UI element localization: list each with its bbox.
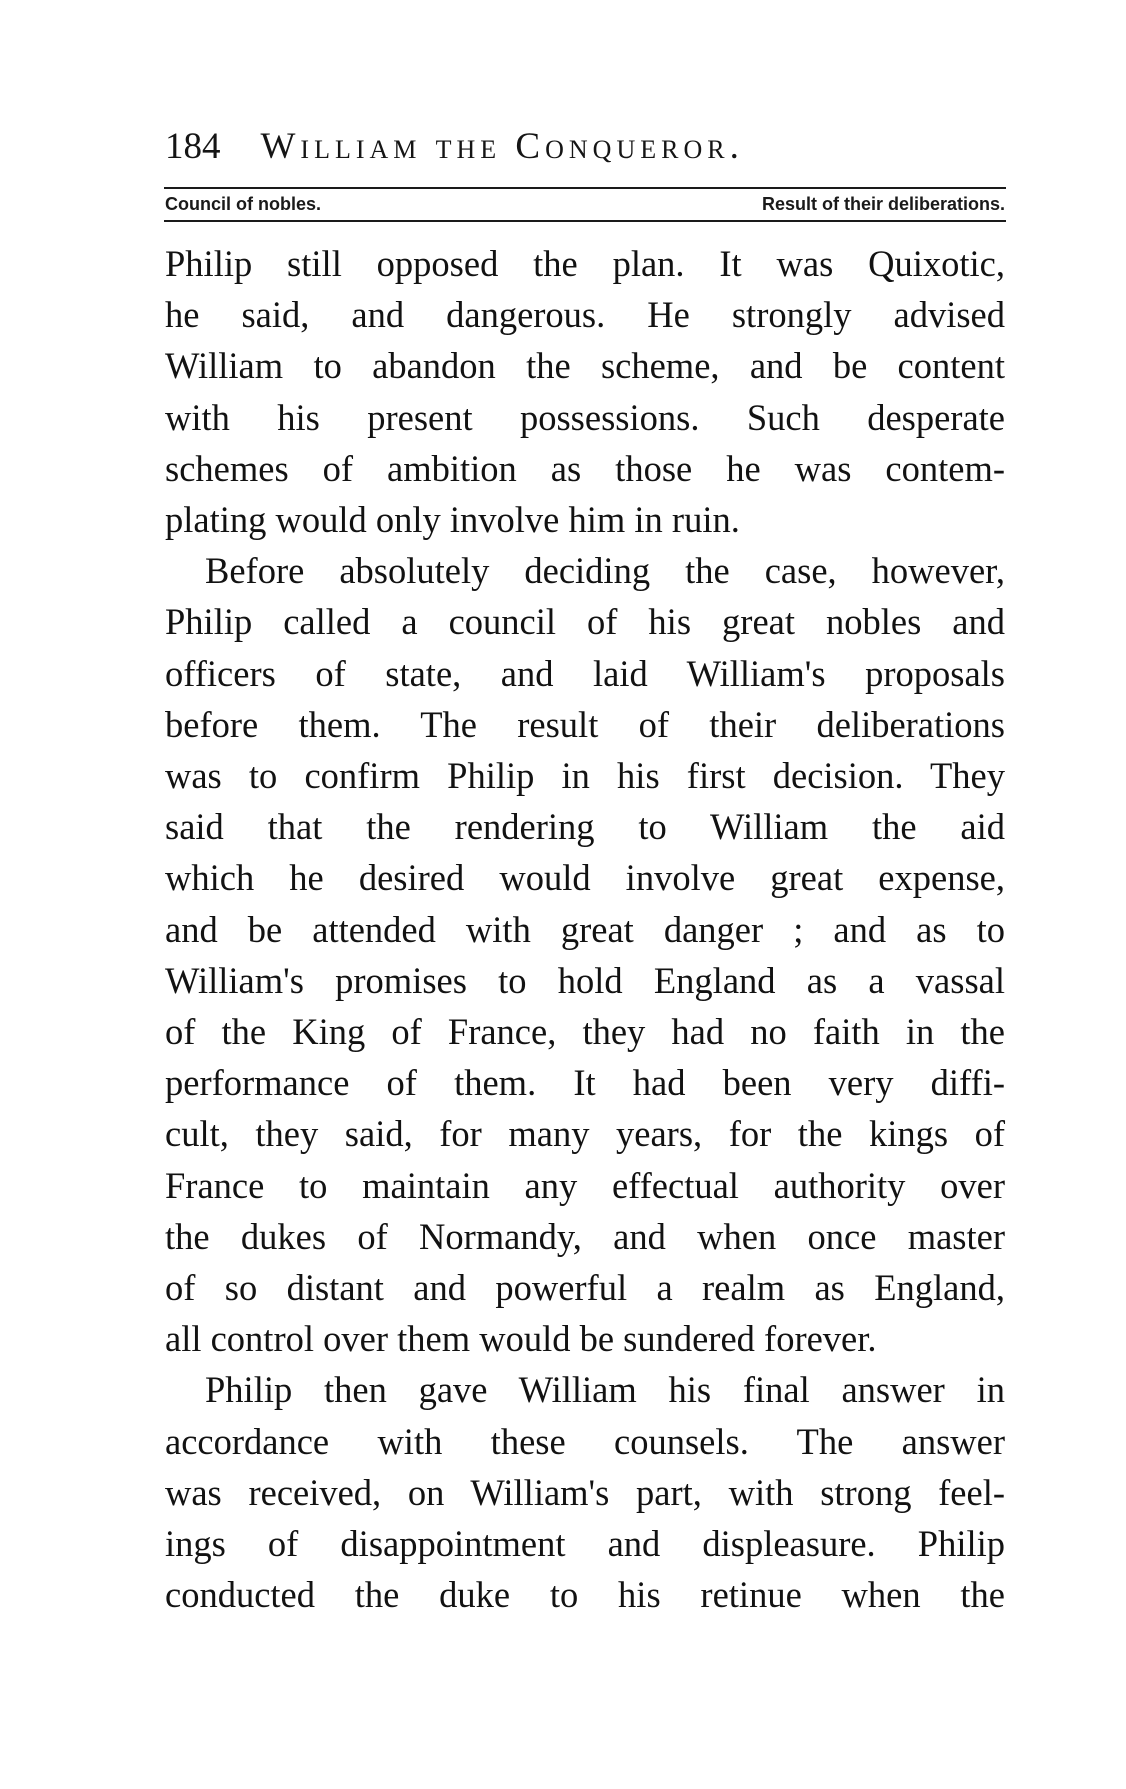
- text-line: and be attended with great danger ; and as to: [165, 908, 1005, 950]
- text-line: France to maintain any effectual authority over: [165, 1164, 1005, 1206]
- text-line: officers of state, and laid William's proposals: [165, 652, 1005, 694]
- text-line: all control over them would be sundered forever.: [165, 1318, 877, 1360]
- text-line: ings of disappointment and displeasure. Philip: [165, 1523, 1005, 1565]
- text-line: Before absolutely deciding the case, however,: [205, 550, 1005, 592]
- paragraph-2: [165, 545, 1005, 1364]
- text-line: Philip then gave William his final answer in: [205, 1369, 1005, 1411]
- side-heading-left: Council of nobles.: [165, 194, 321, 214]
- book-title: William the Conqueror.: [260, 126, 744, 167]
- text-line: he said, and dangerous. He strongly advised: [165, 294, 1005, 336]
- text-line: plating would only involve him in ruin.: [165, 499, 740, 541]
- text-line: with his present possessions. Such desperate: [165, 396, 1005, 438]
- text-line: before them. The result of their deliberations: [165, 703, 1005, 745]
- page-number: 184: [165, 126, 221, 167]
- text-line: was to confirm Philip in his first decision. They: [165, 755, 1005, 797]
- text-line: of the King of France, they had no faith in the: [165, 1011, 1005, 1053]
- text-line: William's promises to hold England as a vassal: [165, 959, 1005, 1001]
- side-heading-right: Result of their deliberations.: [761, 194, 1005, 214]
- text-line: cult, they said, for many years, for the kings of: [165, 1113, 1005, 1155]
- text-line: schemes of ambition as those he was contem-: [165, 447, 1005, 489]
- book-page: [165, 125, 1005, 1620]
- text-line: was received, on William's part, with strong feel-: [165, 1471, 1005, 1513]
- running-head: [165, 125, 1005, 181]
- body-text: [165, 238, 1005, 1620]
- text-line: which he desired would involve great expense,: [165, 857, 1005, 899]
- text-line: the dukes of Normandy, and when once master: [165, 1215, 1005, 1257]
- paragraph-3: [165, 1364, 1005, 1620]
- text-line: of so distant and powerful a realm as England,: [165, 1267, 1005, 1309]
- text-line: William to abandon the scheme, and be content: [165, 345, 1005, 387]
- side-headings: [165, 189, 1005, 220]
- paragraph-1: [165, 238, 1005, 545]
- text-line: Philip called a council of his great nobles and: [165, 601, 1005, 643]
- text-line: Philip still opposed the plan. It was Quixotic,: [165, 243, 1005, 284]
- text-line: performance of them. It had been very diffi-: [165, 1062, 1005, 1104]
- header-rule-bottom: [164, 220, 1006, 222]
- text-line: conducted the duke to his retinue when the: [165, 1574, 1005, 1616]
- text-line: said that the rendering to William the aid: [165, 806, 1005, 848]
- text-line: accordance with these counsels. The answer: [165, 1420, 1005, 1462]
